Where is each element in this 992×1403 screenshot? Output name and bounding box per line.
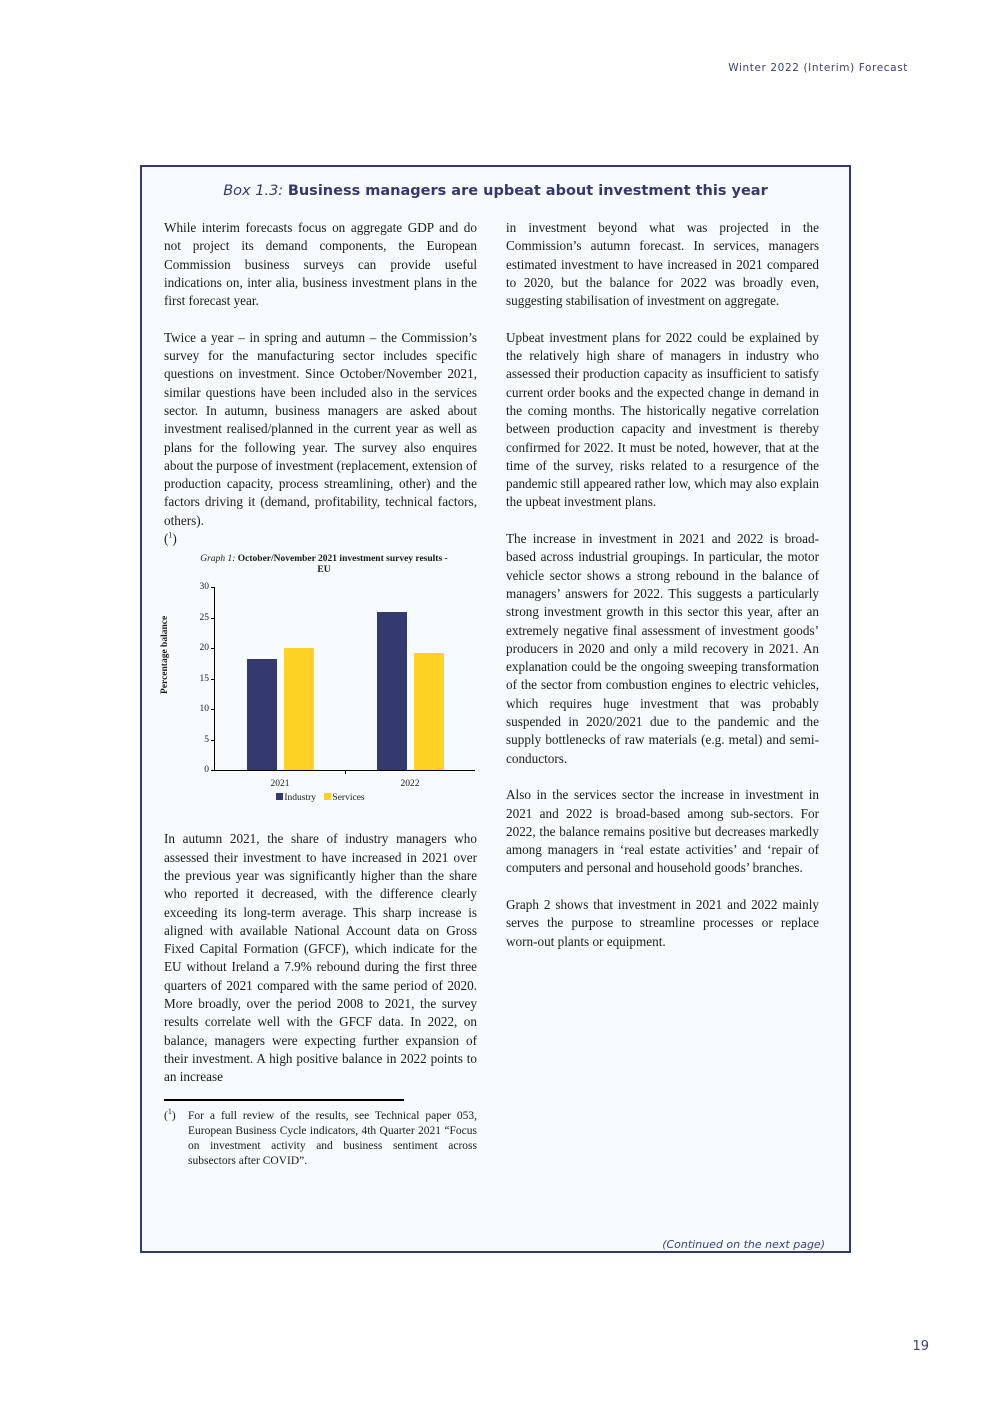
bar-industry-2021	[247, 659, 277, 771]
legend-industry: Industry	[276, 793, 316, 803]
bar-services-2021	[284, 648, 314, 771]
footnote	[164, 1106, 477, 1170]
paragraph: In autumn 2021, the share of industry managers who assessed their investment to have increased in 2021 over the previous year was significantly higher than the share who reported it decreased, with the difference clearly exceeding its long-term average. This sharp increase is aligned with available National Account data on Gross Fixed Capital Formation (GFCF), which indicate for the EU without Ireland a 7.9% rebound during the first three quarters of 2021 compared with the same period of 2020. More broadly, over the period 2008 to 2021, the survey results correlate well with the GFCF data. In 2022, on balance, managers were expecting further expansion of their investment. A high positive balance in 2022 points to an increase	[164, 831, 477, 1085]
paragraph: Graph 2 shows that investment in 2021 and 2022 mainly serves the purpose to streamline processes or replace worn-out plants or equipment.	[506, 896, 819, 949]
y-tick-mark	[211, 618, 215, 619]
continued-note: (Continued on the next page)	[662, 1238, 825, 1251]
footnote-divider	[164, 1099, 404, 1101]
y-tick-mark	[211, 587, 215, 588]
paragraph: Twice a year – in spring and autumn – the Commission’s survey for the manufacturing sector includes specific questions on investment. Since October/November 2021, similar questions have been included also in the services sector. In autumn, business managers are asked about investment realised/planned in the current year as well as plans for the following year. The survey also enquires about the purpose of investment (replacement, extension of production capacity, process streamlining, other) and the factors driving it (demand, profitability, technical factors, others). ($^1$)	[164, 329, 477, 547]
industry-swatch-icon	[276, 793, 283, 800]
graph-title: Graph 1: October/November 2021 investment survey results - EU	[200, 554, 448, 576]
left-column	[160, 219, 477, 1170]
paragraph: Upbeat investment plans for 2022 could be explained by the relatively high share of managers in industry who assessed their production capacity as insufficient to satisfy current order books and the expected change in demand in the coming months. The historically negative correlation between production capacity and investment is thereby confirmed for 2022. It must be noted, however, that at the time of the survey, risks related to a resurgence of the pandemic still appeared rather low, which may also explain the upbeat investment plans.	[506, 329, 819, 510]
y-tick-mark	[211, 648, 215, 649]
graph-label: Graph 1:	[200, 554, 236, 565]
paragraph: in investment beyond what was projected in the Commission’s autumn forecast. In services, managers estimated investment to have increased in 2021 compared to 2020, but the balance for 2022 was broadly even, suggesting stabilisation of investment on aggregate.	[506, 220, 819, 309]
paragraph: The increase in investment in 2021 and 2022 is broad-based across industrial groupings. In particular, the motor vehicle sector shows a strong rebound in the balance of managers’ answers for 2022. This suggests a particularly strong investment growth in this sector this year, after an extremely negative final assessment of investment goods’ producers in 2020 and only a mild recovery in 2021. An explanation could be the ongoing sweeping transformation of the sector from combustion engines to electric vehicles, which requires huge investment that was probably suspended in 2020/2021 due to the pandemic and the supply bottlenecks of raw materials (e.g. metal) and semi-conductors.	[506, 531, 819, 766]
box-number: Box 1.3:	[223, 183, 284, 199]
y-tick-label: 10	[199, 704, 209, 715]
graph-1	[160, 554, 477, 806]
plot-area	[199, 582, 475, 790]
legend-services: Services	[324, 793, 364, 803]
x-tick-label: 2021	[270, 779, 290, 790]
y-tick-label: 15	[199, 673, 209, 684]
bar-services-2022	[414, 653, 444, 771]
x-tick-label: 2022	[400, 779, 420, 790]
y-tick-label: 30	[199, 582, 209, 593]
footnote-text: For a full review of the results, see Technical paper 053, European Business Cycle indicators, 4th Quarter 2021 “Focus on investment activity and business sentiment across subsectors after COVID”.	[188, 1109, 477, 1168]
paragraph: While interim forecasts focus on aggregate GDP and do not project its demand components, the European Commission business surveys can provide useful indications on, inter alia, business investment plans in the first forecast year.	[164, 220, 477, 309]
y-tick-mark	[211, 679, 215, 680]
box-title	[142, 183, 849, 199]
y-tick-mark	[211, 740, 215, 741]
services-swatch-icon	[324, 793, 331, 800]
y-axis-label: Percentage balance	[160, 616, 170, 695]
box-1-3	[140, 165, 851, 1253]
y-tick-label: 25	[199, 612, 209, 623]
bar-industry-2022	[377, 612, 407, 771]
running-header: Winter 2022 (Interim) Forecast	[728, 62, 908, 74]
footnote-reference[interactable]: ($^1$)	[164, 530, 177, 547]
box-heading: Business managers are upbeat about investment this year	[287, 183, 768, 199]
y-tick-label: 5	[204, 734, 209, 745]
footnote-marker: ($^1$)	[164, 1106, 176, 1122]
y-tick-mark	[211, 770, 215, 771]
y-tick-mark	[211, 709, 215, 710]
paragraph: Also in the services sector the increase in investment in 2021 and 2022 is broad-based among sub-sectors. For 2022, the balance remains positive but decreases markedly among managers in ‘real estate activities’ and ‘repair of computers and personal and household goods’ branches.	[506, 787, 819, 876]
legend	[164, 789, 477, 807]
x-category-separator	[345, 770, 346, 774]
y-tick-label: 20	[199, 643, 209, 654]
page-number: 19	[912, 1339, 929, 1354]
y-tick-label: 0	[204, 765, 209, 776]
right-column	[506, 219, 819, 969]
